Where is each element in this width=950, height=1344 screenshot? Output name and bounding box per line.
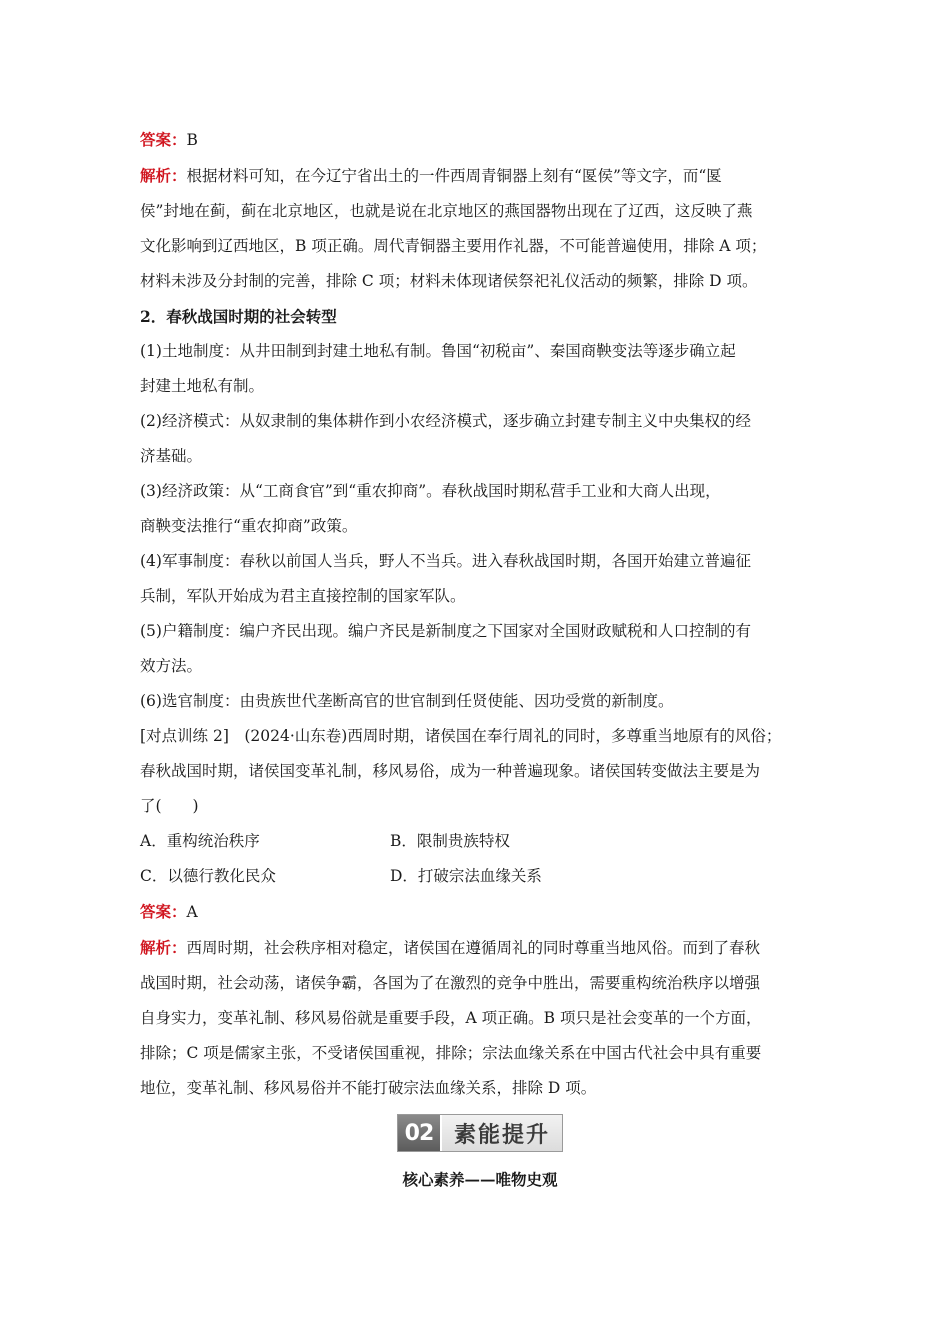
analysis-label: 解析： (140, 938, 187, 957)
answer-label: 答案： (140, 902, 187, 921)
option-c: C．以德行教化民众 (140, 867, 276, 885)
q1-analysis-line: 侯”封地在蓟，蓟在北京地区，也就是说在北京地区的燕国器物出现在了辽西，这反映了燕 (140, 202, 753, 220)
analysis-label: 解析： (140, 166, 187, 185)
q2-stem-line: [对点训练 2] (2024·山东卷)西周时期，诸侯国在奉行周礼的同时，多尊重当地原有的风俗； (140, 727, 782, 745)
banner-number: 02 (398, 1115, 442, 1151)
q2-analysis-line: 地位，变革礼制、移风易俗并不能打破宗法血缘关系，排除 D 项。 (140, 1079, 597, 1097)
page-content (140, 122, 820, 1190)
options-row (140, 859, 820, 894)
answer-value: B (186, 131, 198, 149)
section-heading: 2．春秋战国时期的社会转型 (140, 307, 337, 326)
q1-analysis-line: 文化影响到辽西地区，B 项正确。周代青铜器主要用作礼器，不可能普遍使用，排除 A 项； (140, 237, 767, 255)
q1-analysis-line: 解析：根据材料可知，在今辽宁省出土的一件西周青铜器上刻有“匽侯”等文字，而“匽 (140, 166, 722, 185)
q2-stem-line: 了( ) (140, 797, 199, 815)
section-line: (6)选官制度：由贵族世代垄断高官的世官制到任贤使能、因功受赏的新制度。 (140, 692, 674, 710)
section-line: 济基础。 (140, 447, 203, 465)
section-line: 封建土地私有制。 (140, 377, 265, 395)
answer-value: A (186, 903, 198, 921)
q2-answer (140, 894, 820, 930)
q1-analysis-line: 材料未涉及分封制的完善，排除 C 项；材料未体现诸侯祭祀礼仪活动的频繁，排除 D 项。 (140, 272, 758, 290)
subtitle: 核心素养——唯物史观 (402, 1170, 558, 1189)
option-a: A．重构统治秩序 (140, 832, 260, 850)
q2-analysis-line: 战国时期，社会动荡，诸侯争霸，各国为了在激烈的竞争中胜出，需要重构统治秩序以增强 (140, 974, 761, 992)
option-b: B．限制贵族特权 (390, 832, 510, 850)
banner-title: 素能提升 (453, 1122, 550, 1148)
section-line: (5)户籍制度：编户齐民出现。编户齐民是新制度之下国家对全国财政赋税和人口控制的有 (140, 622, 751, 640)
q2-analysis-line: 解析：西周时期，社会秩序相对稳定，诸侯国在遵循周礼的同时尊重当地风俗。而到了春秋 (140, 938, 761, 957)
section-line: (3)经济政策：从“工商食官”到“重农抑商”。春秋战国时期私营手工业和大商人出现， (140, 482, 721, 500)
options-row (140, 824, 820, 859)
banner-box (397, 1114, 563, 1152)
section-line: (4)军事制度：春秋以前国人当兵，野人不当兵。进入春秋战国时期，各国开始建立普遍征 (140, 552, 751, 570)
section-line: (1)土地制度：从井田制到封建土地私有制。鲁国“初税亩”、秦国商鞅变法等逐步确立起 (140, 342, 736, 360)
answer-label: 答案： (140, 130, 187, 149)
section-line: 商鞅变法推行“重农抑商”政策。 (140, 517, 358, 535)
q2-analysis-line: 自身实力，变革礼制、移风易俗就是重要手段，A 项正确。B 项只是社会变革的一个方面， (140, 1009, 762, 1027)
section-line: 效方法。 (140, 657, 203, 675)
section-banner (140, 1114, 820, 1152)
section-line: 兵制，军队开始成为君主直接控制的国家军队。 (140, 587, 466, 605)
option-d: D．打破宗法血缘关系 (390, 867, 542, 885)
q2-analysis-line: 排除；C 项是儒家主张，不受诸侯国重视，排除；宗法血缘关系在中国古代社会中具有重要 (140, 1044, 762, 1062)
q1-answer (140, 122, 820, 158)
section-line: (2)经济模式：从奴隶制的集体耕作到小农经济模式，逐步确立封建专制主义中央集权的经 (140, 412, 751, 430)
q2-stem-line: 春秋战国时期，诸侯国变革礼制，移风易俗，成为一种普遍现象。诸侯国转变做法主要是为 (140, 762, 761, 780)
